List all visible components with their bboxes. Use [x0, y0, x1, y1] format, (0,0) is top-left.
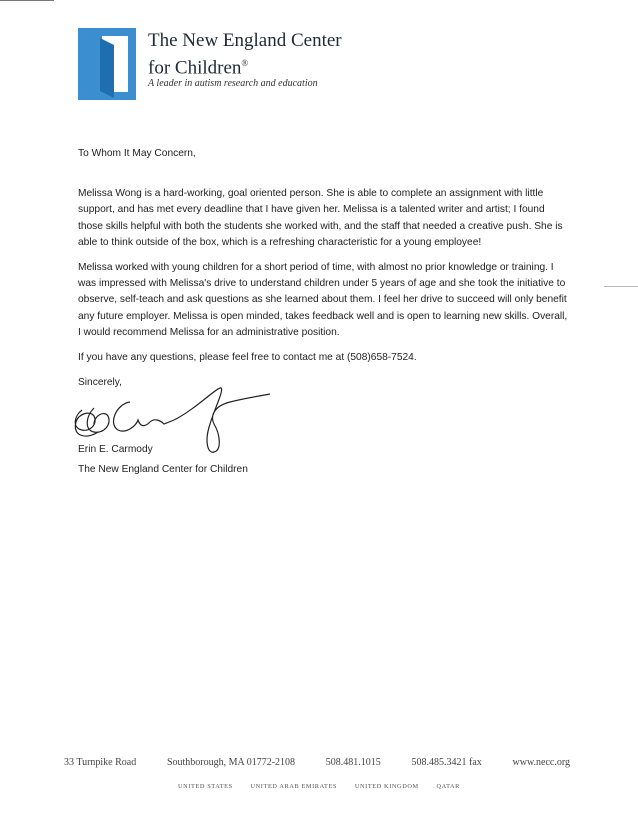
paragraph-3: If you have any questions, please feel free to contact me at (508)658-7524.	[78, 352, 417, 364]
footer-city: Southborough, MA 01772-2108	[166, 757, 296, 768]
scan-edge-mark	[604, 286, 638, 287]
registered-mark: ®	[241, 58, 249, 68]
footer-contact	[64, 757, 570, 768]
country-item: UNITED ARAB EMIRATES	[250, 783, 338, 790]
footer-website: www.necc.org	[512, 757, 570, 768]
org-name-line-2-text: for Children	[148, 57, 242, 79]
footer-phone: 508.481.1015	[325, 757, 381, 768]
scan-edge-line	[0, 0, 54, 1]
closing: Sincerely,	[78, 377, 122, 389]
org-name-line-2	[148, 52, 342, 79]
country-item: UNITED STATES	[178, 783, 233, 790]
signer-organization: The New England Center for Children	[78, 464, 248, 475]
doorway-logo-icon	[78, 28, 136, 100]
org-name-line-1: The New England Center	[148, 30, 342, 51]
footer-countries	[178, 783, 460, 790]
country-item: UNITED KINGDOM	[354, 783, 419, 790]
org-name	[148, 30, 342, 79]
paragraph-1: Melissa Wong is a hard-working, goal oriented person. She is able to complete an assignment with little support, and has met every deadline that I have given her. Melissa is a talented writer and artist; I found those skills helpful with both the students she worked with, and the staff that needed a creative push. She is able to think outside of the box, which is a refreshing characteristic for a young employee!	[78, 188, 563, 248]
letter-body	[78, 146, 568, 391]
signer-name: Erin E. Carmody	[78, 444, 153, 455]
footer-address: 33 Turnpike Road	[64, 757, 137, 768]
tagline: A leader in autism research and education	[148, 78, 318, 89]
footer-fax: 508.485.3421 fax	[411, 757, 482, 768]
country-item: QATAR	[436, 783, 460, 790]
paragraph-2: Melissa worked with young children for a short period of time, with almost no prior knowledge or training. I was impressed with Melissa's drive to understand children under 5 years of age and she took the initiative to observe, self-teach and ask questions as she learned about them. I feel her drive to succeed will only benefit any future employer. Melissa is open minded, takes feedback well and is open to learning new skills. Overall, I would recommend Melissa for an administrative position.	[78, 262, 568, 338]
salutation: To Whom It May Concern,	[78, 148, 196, 159]
